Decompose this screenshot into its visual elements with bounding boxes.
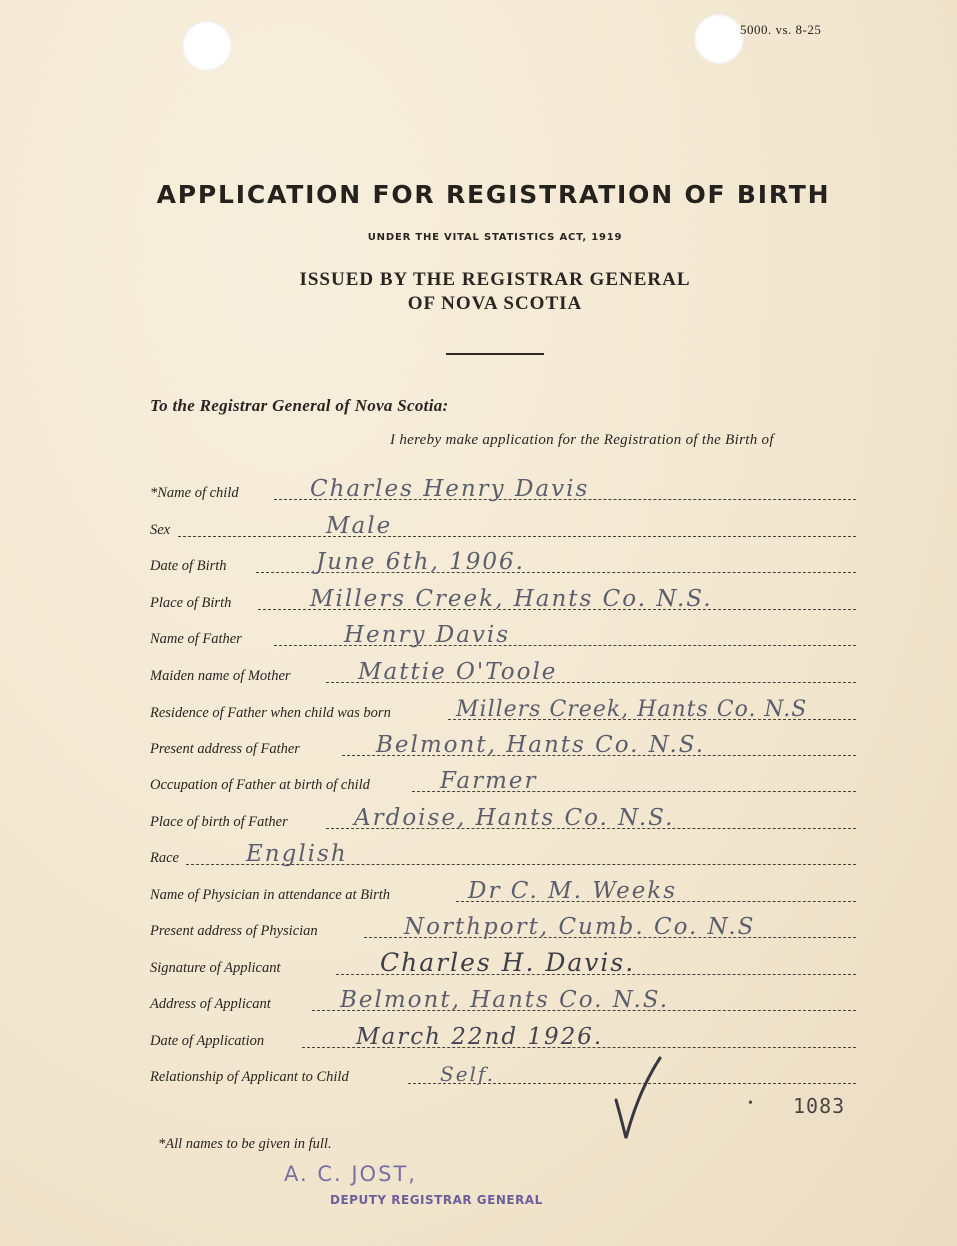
field-signature-of-applicant [150, 948, 850, 979]
issuer-line-2: OF NOVA SCOTIA [407, 293, 583, 314]
field-residence-of-father [150, 697, 850, 724]
field-value-handwritten: Dr C. M. Weeks [468, 878, 678, 904]
field-value-handwritten: English [246, 841, 348, 867]
field-date-of-birth [150, 549, 850, 577]
field-present-address-of-father [150, 732, 850, 760]
field-label: Signature of Applicant [150, 960, 281, 976]
field-label: Place of Birth [150, 595, 232, 611]
field-place-of-birth [150, 586, 850, 614]
punch-hole-right [694, 14, 744, 64]
field-name-of-physician [150, 878, 850, 906]
field-label: Sex [150, 522, 171, 538]
punch-hole-left [182, 21, 232, 71]
document-title: APPLICATION FOR REGISTRATION OF BIRTH [156, 180, 831, 209]
field-address-of-applicant [150, 987, 850, 1015]
field-value-handwritten: Self. [440, 1062, 495, 1086]
field-label: Place of birth of Father [150, 814, 288, 830]
field-name-of-father [150, 622, 850, 650]
field-value-handwritten: Millers Creek, Hants Co. N.S. [310, 586, 713, 612]
form-number: 5000. vs. 8-25 [740, 22, 822, 37]
record-mark: • [748, 1096, 753, 1111]
field-line [178, 536, 856, 537]
field-label: Maiden name of Mother [150, 668, 291, 684]
field-label: Present address of Father [150, 741, 300, 757]
stamp-name: A. C. JOST, [284, 1162, 417, 1186]
field-value-handwritten: Mattie O'Toole [358, 659, 558, 685]
field-sex [150, 513, 850, 541]
field-value-handwritten: Belmont, Hants Co. N.S. [340, 987, 670, 1013]
field-value-handwritten: Henry Davis [344, 622, 511, 648]
field-occupation-of-father [150, 768, 850, 796]
field-present-address-of-physician [150, 914, 850, 942]
field-name-of-child [150, 476, 850, 504]
record-number: 1083 [793, 1094, 846, 1118]
field-value-handwritten: March 22nd 1926. [356, 1024, 604, 1050]
field-label: Date of Birth [150, 558, 227, 574]
intro-text: I hereby make application for the Registration of the Birth of [390, 432, 774, 448]
field-label: Address of Applicant [150, 996, 271, 1012]
field-race [150, 841, 850, 869]
field-value-handwritten: Farmer [440, 768, 538, 794]
field-label: Occupation of Father at birth of child [150, 777, 370, 793]
document-subtitle: UNDER THE VITAL STATISTICS ACT, 1919 [367, 232, 623, 243]
field-value-handwritten: Charles H. Davis. [380, 948, 636, 977]
footnote: *All names to be given in full. [158, 1136, 332, 1152]
field-value-handwritten: June 6th, 1906. [316, 549, 525, 575]
field-label: Relationship of Applicant to Child [150, 1069, 349, 1085]
field-value-handwritten: Belmont, Hants Co. N.S. [376, 732, 706, 758]
issuer [0, 268, 957, 316]
issuer-line-1: ISSUED BY THE REGISTRAR GENERAL [299, 269, 691, 290]
field-label: *Name of child [150, 485, 239, 501]
field-label: Name of Physician in attendance at Birth [150, 887, 391, 903]
field-place-of-birth-of-father [150, 805, 850, 833]
field-label: Residence of Father when child was born [150, 705, 391, 721]
field-maiden-name-of-mother [150, 659, 850, 687]
field-value-handwritten: Male [326, 513, 393, 539]
salutation: To the Registrar General of Nova Scotia: [150, 396, 449, 415]
stamp-title: DEPUTY REGISTRAR GENERAL [330, 1193, 543, 1207]
field-label: Present address of Physician [150, 923, 318, 939]
field-date-of-application [150, 1024, 850, 1052]
divider [446, 353, 544, 355]
check-mark-icon [610, 1052, 670, 1144]
field-value-handwritten: Ardoise, Hants Co. N.S. [354, 805, 675, 831]
field-label: Date of Application [150, 1033, 265, 1049]
field-value-handwritten: Charles Henry Davis [310, 476, 590, 502]
field-label: Race [150, 850, 179, 866]
field-value-handwritten: Millers Creek, Hants Co. N.S [456, 697, 808, 722]
field-relationship-of-applicant [150, 1064, 850, 1088]
field-label: Name of Father [150, 631, 242, 647]
field-value-handwritten: Northport, Cumb. Co. N.S [404, 914, 756, 940]
